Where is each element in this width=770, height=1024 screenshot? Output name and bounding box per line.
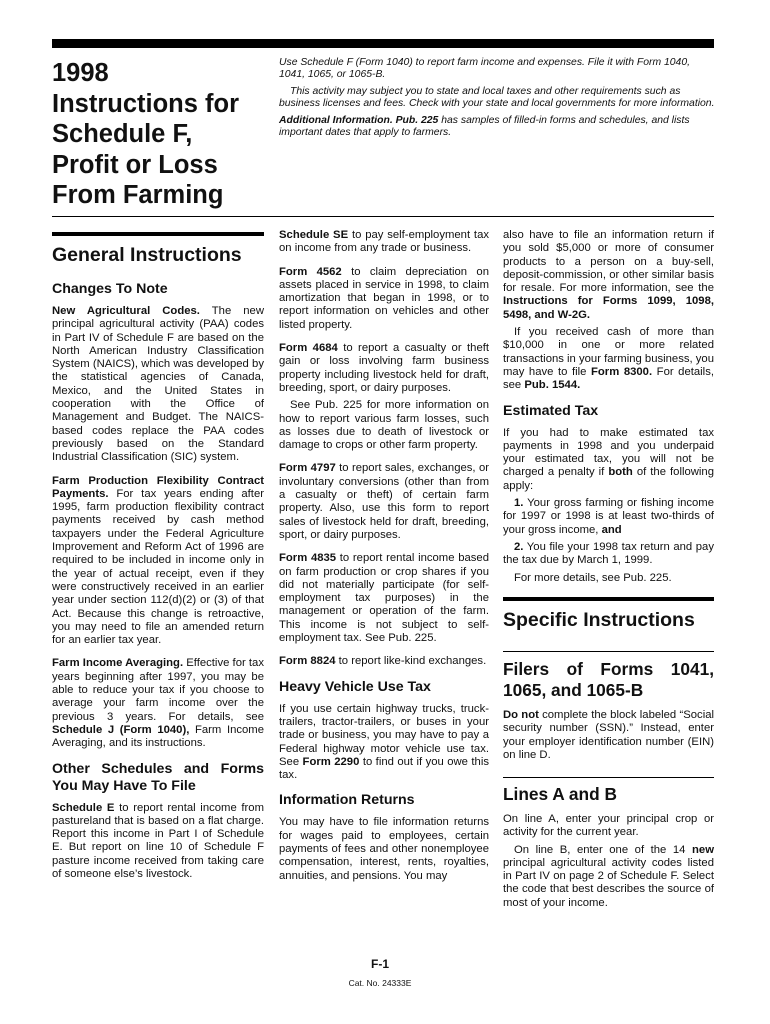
page-number: F-1	[371, 957, 389, 971]
bold-lead: Form 4562	[279, 265, 342, 278]
general-instructions-heading: General Instructions	[52, 244, 242, 266]
paragraph-text: If you use certain highway trucks, truck-trailers, tractor-trailers, or buses in your trade or business, you may have to pay a Federal highway motor vehicle use tax. See	[279, 702, 489, 768]
bold-ref: new	[692, 843, 714, 856]
intro-paragraph	[279, 115, 715, 139]
paragraph	[279, 703, 489, 783]
paragraph-text: For details, see	[503, 365, 714, 392]
paragraph: For more details, see Pub. 225.	[514, 571, 672, 584]
paragraph	[279, 655, 489, 668]
top-rule	[52, 39, 714, 48]
paragraph	[279, 229, 489, 256]
bold-lead: Form 8824	[279, 655, 336, 668]
paragraph-text: You file your 1998 tax return and pay the tax due by March 1, 1999.	[503, 540, 714, 567]
paragraph-text: to report a casualty or theft gain or loss involving farm business property including livestock held for draft, breeding, sport, or dairy purposes.	[279, 342, 489, 394]
paragraph-text: to pay self-employment tax on income from any trade or business.	[279, 229, 489, 255]
paragraph-text: to report rental income based on farm production or crop shares if you did not materially participate (for self-employment tax purposes) in the management or operation of the farm. This income is not subject to self-employment tax. See Pub. 225.	[279, 552, 489, 645]
paragraph	[503, 229, 714, 322]
title-line: From Farming	[52, 181, 224, 209]
specific-instructions-block	[503, 608, 714, 632]
paragraph	[503, 326, 714, 392]
bold-lead: New Agricultural Codes.	[52, 305, 200, 317]
paragraph-text: The new principal agricultural activity (PAA) codes in Part IV of Schedule F are based on the North American Industry Classification System (NAICS), which was developed by the statistical agencies of Canada, Mexico, and the United States in cooperation with the Office of Management and Budget. The NAICS-based codes replace the PAA codes previously based on the Standard Industrial Classification (SIC) system.	[52, 305, 264, 464]
other-schedules-heading: Other Schedules and Forms You May Have To File	[52, 760, 264, 794]
changes-heading: Changes To Note	[52, 281, 168, 297]
paragraph	[279, 266, 489, 332]
heavy-vehicle-heading: Heavy Vehicle Use Tax	[279, 678, 431, 695]
intro-block	[279, 57, 715, 144]
item-number: 1.	[514, 497, 524, 510]
paragraph-text: If you had to make estimated tax payments in 1998 and you underpaid your estimated tax, you will not be charged a penalty if	[503, 426, 714, 479]
bold-ref: Form 8300.	[591, 365, 653, 378]
paragraph	[279, 552, 489, 645]
filers-block	[503, 659, 714, 772]
paragraph-text: also have to file an information return if you sold $5,000 or more of consumer products to a person on a buy-sell, deposit-commission, or other similar basis for resale. For more information, see the	[503, 229, 714, 295]
lines-block	[503, 784, 714, 920]
catalog-number: Cat. No. 24333E	[348, 978, 412, 988]
section-rule	[52, 216, 714, 217]
bold-lead: Do not	[503, 709, 539, 721]
intro-text: has samples of filled-in forms and schedules, and lists important dates that apply to farmers.	[279, 115, 690, 138]
bold-ref: Pub. 1544.	[524, 379, 581, 392]
paragraph	[503, 427, 714, 493]
bold-lead: Farm Income Averaging.	[52, 657, 184, 670]
intro-bold: Additional Information. Pub. 225	[279, 115, 439, 126]
specific-instructions-heading: Specific Instructions	[503, 609, 695, 631]
paragraph: On line A, enter your principal crop or activity for the current year.	[503, 813, 714, 839]
paragraph-text: For tax years ending after 1995, farm production flexibility contract payments received by cash method taxpayers under the Federal Agriculture Improvement and Reform Act of 1996 are required to be included in income only in the year of actual receipt, even if they were constructively received in an earlier year under section 112(d)(2) or (3) of that Act. Because this change is retroactive, you may need to file an amended return for an earlier tax year.	[52, 487, 264, 647]
paragraph-text: to claim depreciation on assets placed in service in 1998, to claim amortization that began in 1998, or to report information on vehicles and other listed property.	[279, 265, 489, 331]
bold-lead: Form 4684	[279, 342, 338, 355]
paragraph-text: principal agricultural activity codes listed in Part IV on page 2 of Schedule F. Select the code that best describes the source of most of your income.	[503, 856, 714, 909]
bold-ref: Schedule J (Form 1040),	[52, 723, 190, 736]
intro-paragraph: Use Schedule F (Form 1040) to report farm income and expenses. File it with Form 1040, 1041, 1065, or 1065-B.	[279, 57, 690, 80]
item-number: 2.	[514, 540, 524, 553]
list-item	[503, 541, 714, 568]
bold-lead: Schedule E	[52, 801, 115, 814]
lines-heading: Lines A and B	[503, 784, 617, 804]
paragraph: You may have to file information returns for wages paid to employees, certain payments of fees and other nonemployee compensation, interest, rents, royalties, annuities, and pensions. You may	[279, 816, 489, 882]
column-2	[279, 229, 489, 893]
paragraph-text: If you received cash of more than $10,000 in one or more related transactions in your farming business, you may have to file	[503, 326, 714, 378]
estimated-tax-heading: Estimated Tax	[503, 402, 599, 419]
paragraph-text: of the following apply:	[503, 466, 714, 492]
paragraph-text: Your gross farming or fishing income for 1997 or 1998 is at least two-thirds of your gross income,	[503, 497, 714, 536]
paragraph-text: to report like-kind exchanges.	[335, 655, 487, 668]
bold-lead: Form 4797	[279, 462, 336, 475]
paragraph	[52, 305, 264, 465]
bold-lead: Form 4835	[279, 552, 337, 565]
filers-heading: Filers of Forms 1041, 1065, and 1065-B	[503, 659, 714, 700]
bold-lead: Schedule SE	[279, 229, 349, 241]
column-1	[52, 243, 264, 891]
paragraph: See Pub. 225 for more information on how to report various farm losses, such as losses due to death of livestock or damage to crops or other farm property.	[279, 399, 489, 452]
paragraph-text: Farm Income Averaging, and its instructions.	[52, 723, 264, 750]
paragraph	[52, 657, 264, 750]
bold-ref: both	[608, 466, 633, 479]
list-item	[503, 497, 714, 537]
paragraph-text: to report sales, exchanges, or involuntary conversions (other than from a casualty or theft) of certain farm property. Also, use this form to report sales of livestock held for draft, breeding, sport, or dairy purposes.	[279, 462, 489, 541]
intro-paragraph	[279, 86, 715, 110]
information-returns-heading: Information Returns	[279, 792, 415, 809]
specific-instructions-rule	[503, 597, 714, 601]
paragraph	[52, 802, 264, 882]
intro-text: This activity may subject you to state and local taxes and other requirements such as business licenses and fees. Check with your state and local governments for more information.	[279, 86, 715, 109]
paragraph-text: On line B, enter one of the 14	[514, 843, 693, 856]
lines-rule	[503, 777, 714, 778]
page-title	[52, 58, 262, 211]
paragraph	[279, 462, 489, 542]
title-line: Schedule F,	[52, 120, 193, 148]
general-instructions-rule	[52, 232, 264, 236]
paragraph-text: to find out if you owe this tax.	[279, 755, 489, 782]
paragraph	[503, 844, 714, 910]
filers-rule	[503, 651, 714, 652]
column-3	[503, 229, 714, 595]
title-line: Profit or Loss	[52, 150, 218, 179]
title-line: 1998	[52, 59, 109, 87]
bold-ref: Form 2290	[302, 755, 360, 768]
paragraph-text: to report rental income from pastureland that is based on a flat charge. Report this income in Part I of Schedule E. But report on line 10 of Schedule F pasture income received from taking care of someone else’s livestock.	[52, 801, 264, 880]
paragraph	[52, 475, 264, 648]
paragraph-text: Effective for tax years beginning after 1997, you may be able to reduce your tax if you choose to average your farm income over the previous 3 years. For details, see	[52, 657, 264, 723]
paragraph	[279, 342, 489, 395]
paragraph-text: complete the block labeled “Social security number (SSN).” Instead, enter your employer identification number (EIN) on line D.	[503, 709, 714, 761]
bold-ref: Instructions for Forms 1099, 1098, 5498, and W-2G.	[503, 295, 714, 321]
bold-lead: Farm Production Flexibility Contract Payments.	[52, 474, 264, 500]
bold-ref: and	[601, 523, 622, 536]
title-line: Instructions for	[52, 89, 240, 118]
paragraph	[503, 709, 714, 762]
